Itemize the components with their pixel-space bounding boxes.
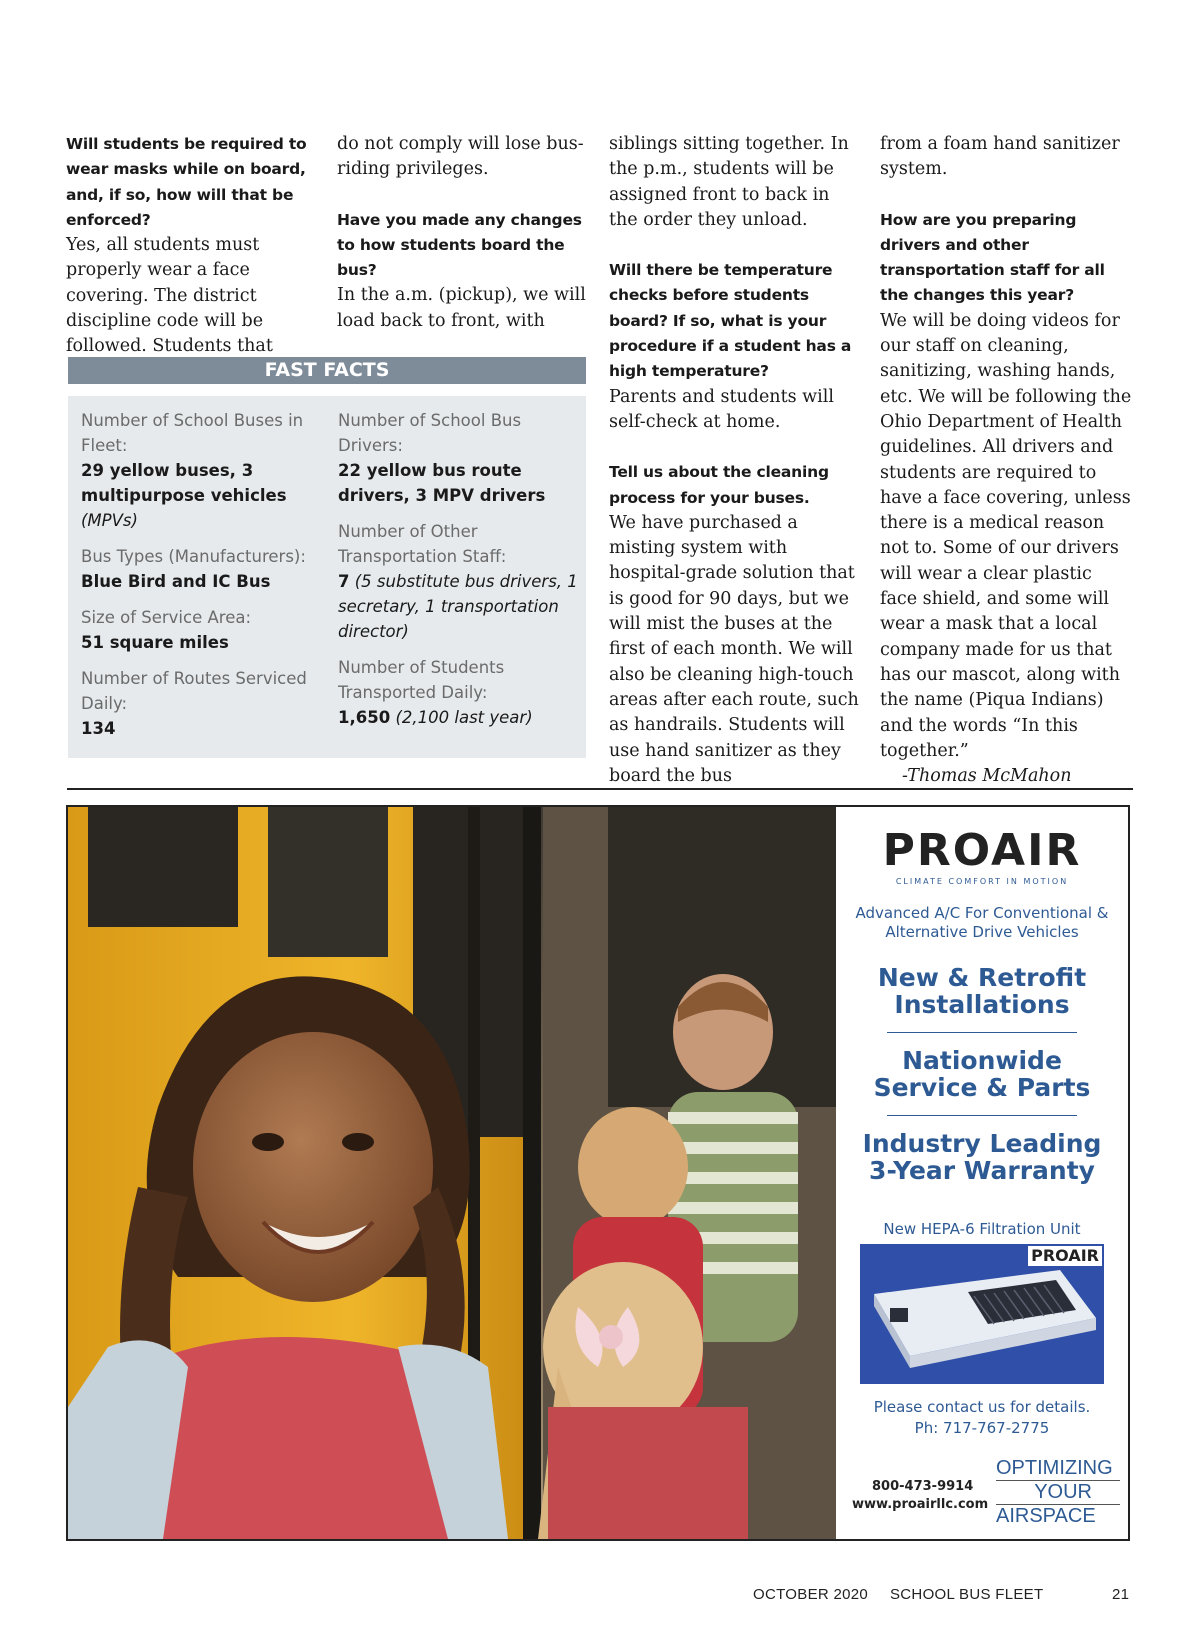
article-column-4 (880, 132, 1134, 789)
fact-value: 7 (338, 572, 350, 591)
fact-bus-types (81, 544, 321, 594)
fact-students (338, 655, 582, 730)
answer-staff-prep: We will be doing videos for our staff on cleaning, sanitizing, washing hands, etc. We will be following the Ohio Department of Health guidelines. All drivers and students are required to have a face covering, unless there is a medical reason not to. Some of our drivers will wear a clear plastic face shield, and some will wear a mask that a local company made for us that has our mascot, along with the name (Piqua Indians) and the words “In this together.” (880, 310, 1132, 761)
contact-phone: Ph: 717-767-2775 (914, 1419, 1050, 1437)
byline: -Thomas McMahon (902, 766, 1072, 787)
fact-label: Number of School Bus Drivers: (338, 411, 522, 455)
fact-label: Size of Service Area: (81, 608, 252, 627)
fact-label: Number of Other Transportation Staff: (338, 522, 507, 566)
answer-cleaning-continued: from a foam hand sanitizer system. (880, 134, 1120, 180)
article-column-1 (66, 132, 314, 360)
fact-other-staff (338, 519, 582, 644)
ad-text-panel (836, 807, 1128, 1539)
fast-facts-header: FAST FACTS (68, 357, 586, 384)
product-title: New HEPA-6 Filtration Unit (883, 1220, 1081, 1238)
brand-wordmark: PROAIR (882, 825, 1082, 876)
proair-advertisement (66, 805, 1130, 1541)
footer-publication: SCHOOL BUS FLEET (890, 1586, 1044, 1603)
brand-tagline: CLIMATE COMFORT IN MOTION (895, 877, 1069, 886)
fact-note: (2,100 last year) (395, 708, 533, 727)
toll-free-phone: 800-473-9914 (872, 1479, 974, 1494)
ad-rule (887, 1115, 1077, 1116)
fact-note: (5 substitute bus drivers, 1 secretary, 1 transportation director) (338, 572, 578, 641)
feature-installations: New & Retrofit Installations (877, 963, 1087, 1019)
section-divider (67, 788, 1133, 790)
fact-value: 134 (81, 719, 116, 738)
fact-note: (MPVs) (81, 511, 138, 530)
fact-routes (81, 666, 321, 741)
product-brand-label: PROAIR (1028, 1246, 1102, 1266)
fact-value: 29 yellow buses, 3 multipurpose vehicles (81, 461, 287, 505)
ad-bottom (836, 1457, 1128, 1537)
fast-facts-left (81, 408, 321, 752)
photo-illustration (68, 807, 836, 1539)
question-temperature: Will there be temperature checks before students board? If so, what is your procedure if a student has a high temperature? (609, 261, 852, 381)
fact-fleet (81, 408, 321, 533)
product-image (860, 1244, 1104, 1384)
answer-masks-continued: do not comply will lose bus-riding privileges. (337, 134, 584, 180)
fact-value: Blue Bird and IC Bus (81, 572, 271, 591)
question-masks: Will students be required to wear masks while on board, and, if so, how will that be enforced? (66, 135, 307, 229)
footer-page-number: 21 (1112, 1586, 1130, 1603)
proair-logo (836, 827, 1128, 886)
fact-value: 22 yellow bus route drivers, 3 MPV drivers (338, 461, 546, 505)
fast-facts-right (338, 408, 582, 741)
hepa-unit-icon (860, 1244, 1104, 1384)
slogan-line-1: OPTIMIZING (996, 1457, 1113, 1479)
fact-drivers (338, 408, 582, 508)
article-column-3 (609, 132, 859, 789)
question-boarding: Have you made any changes to how students board the bus? (337, 210, 582, 280)
fact-value: 51 square miles (81, 633, 229, 652)
fact-label: Number of Routes Serviced Daily: (81, 669, 307, 713)
fact-label: Bus Types (Manufacturers): (81, 547, 306, 566)
fact-service-area (81, 605, 321, 655)
ad-photo-students-boarding-bus (68, 807, 836, 1539)
answer-boarding-continued: siblings sitting together. In the p.m., students will be assigned front to back in the order they unload. (609, 134, 849, 230)
feature-service: Nationwide Service & Parts (873, 1046, 1091, 1102)
slogan (996, 1457, 1120, 1528)
slogan-line-2: YOUR (996, 1480, 1120, 1504)
ad-headline: Advanced A/C For Conventional & Alternative Drive Vehicles (855, 904, 1109, 941)
fact-value: 1,650 (338, 708, 391, 727)
ad-rule (887, 1032, 1077, 1033)
fast-facts-box (68, 396, 586, 758)
answer-temperature: Parents and students will self-check at home. (609, 386, 834, 432)
answer-masks: Yes, all students must properly wear a face covering. The district discipline code will be followed. Students that (66, 235, 273, 357)
answer-cleaning: We have purchased a misting system with hospital-grade solution that is good for 90 days, but we will mist the buses at the first of each month. We will also be cleaning high-touch areas after each route, such as handrails. Students will use hand sanitizer as they board the bus (609, 512, 859, 786)
question-staff-prep: How are you preparing drivers and other transportation staff for all the changes this year? (880, 210, 1105, 305)
website: www.proairllc.com (852, 1497, 989, 1512)
footer-issue: OCTOBER 2020 (753, 1586, 869, 1603)
article-column-2 (337, 132, 587, 334)
contact-text: Please contact us for details. (873, 1398, 1091, 1416)
question-cleaning: Tell us about the cleaning process for your buses. (609, 463, 829, 507)
feature-warranty: Industry Leading 3-Year Warranty (862, 1129, 1102, 1185)
slogan-line-3: AIRSPACE (996, 1504, 1120, 1528)
fact-label: Number of Students Transported Daily: (338, 658, 505, 702)
answer-boarding: In the a.m. (pickup), we will load back to front, with (337, 285, 586, 331)
fact-label: Number of School Buses in Fleet: (81, 411, 304, 455)
